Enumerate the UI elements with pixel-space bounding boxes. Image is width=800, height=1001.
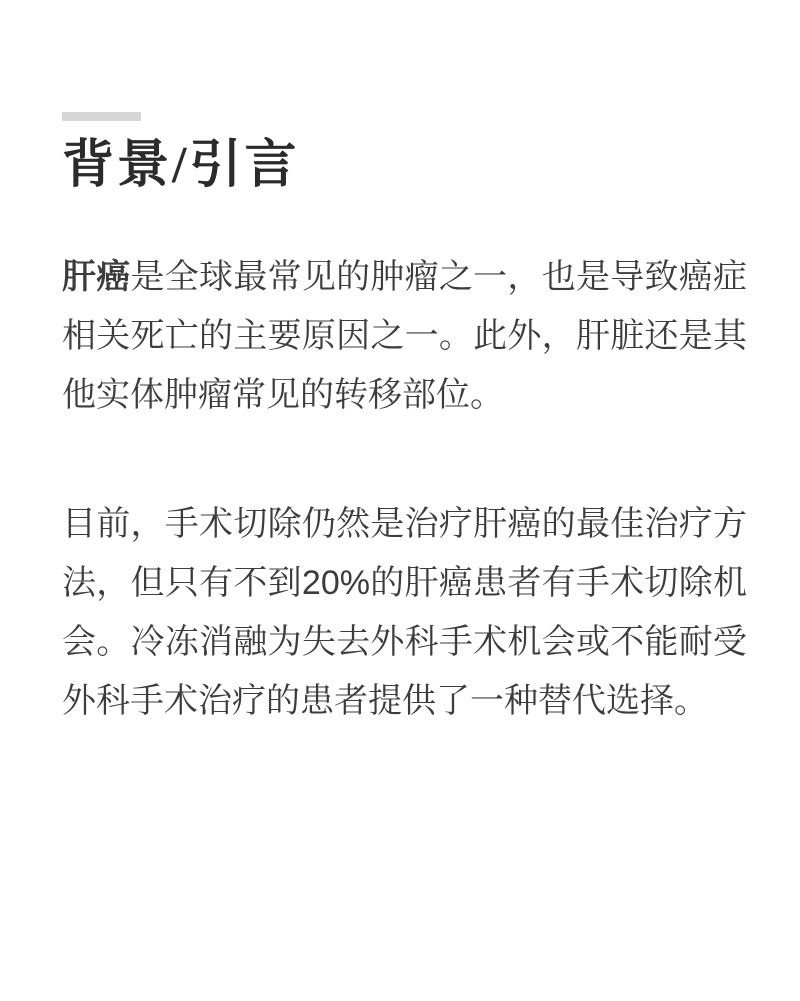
document-page — [0, 112, 800, 1001]
paragraph-background — [62, 248, 747, 425]
paragraph-treatment-text: 目前，手术切除仍然是治疗肝癌的最佳治疗方法，但只有不到20%的肝癌患者有手术切除机会。冷冻消融为失去外科手术机会或不能耐受外科手术治疗的患者提供了一种替代选择。 — [62, 505, 747, 720]
content-column — [0, 112, 800, 731]
section-title: 背景/引言 — [62, 137, 300, 194]
paragraph-treatment — [62, 495, 747, 731]
accent-bar — [62, 112, 141, 121]
paragraph-background-lead: 肝癌 — [62, 258, 131, 296]
paragraph-background-text: 是全球最常见的肿瘤之一，也是导致癌症相关死亡的主要原因之一。此外，肝脏还是其他实体肿瘤常见的转移部位。 — [62, 258, 748, 414]
